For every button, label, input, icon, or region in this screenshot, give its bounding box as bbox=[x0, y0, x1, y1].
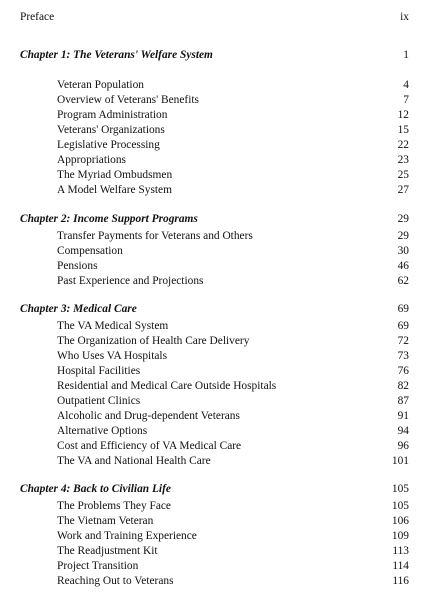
toc-entry bbox=[0, 78, 438, 93]
toc-preface-page: ix bbox=[400, 11, 409, 23]
toc-preface-row bbox=[0, 10, 438, 25]
toc-entry-title: Cost and Efficiency of VA Medical Care bbox=[57, 440, 242, 452]
toc-entry-title: Project Transition bbox=[57, 560, 139, 572]
toc-entry bbox=[0, 514, 438, 529]
toc-entry-page: 114 bbox=[392, 560, 409, 572]
toc-entry-page: 73 bbox=[397, 350, 409, 362]
toc-entry bbox=[0, 364, 438, 379]
toc-chapter-1-heading bbox=[0, 48, 438, 63]
toc-entry-title: Program Administration bbox=[57, 109, 168, 121]
toc-entry bbox=[0, 529, 438, 544]
toc-entry-title: Overview of Veterans' Benefits bbox=[57, 94, 199, 106]
toc-entry-page: 82 bbox=[397, 380, 409, 392]
toc-entry-page: 109 bbox=[391, 530, 409, 542]
toc-entry bbox=[0, 274, 438, 289]
toc-entry-title: The Organization of Health Care Delivery bbox=[57, 335, 250, 347]
toc-entry-page: 116 bbox=[392, 575, 409, 587]
toc-entry-title: Reaching Out to Veterans bbox=[57, 575, 174, 587]
toc-entry-title: Compensation bbox=[57, 245, 123, 257]
toc-entry-page: 96 bbox=[397, 440, 409, 452]
toc-entry-title: Residential and Medical Care Outside Hospitals bbox=[57, 380, 277, 392]
toc-entry bbox=[0, 499, 438, 514]
toc-entry bbox=[0, 153, 438, 168]
toc-entry-title: Transfer Payments for Veterans and Others bbox=[57, 230, 253, 242]
toc-entry-page: 30 bbox=[397, 245, 409, 257]
toc-entry-page: 12 bbox=[397, 109, 409, 121]
toc-entry bbox=[0, 259, 438, 274]
chapter-page: 29 bbox=[397, 213, 409, 225]
chapter-title: Chapter 4: Back to Civilian Life bbox=[20, 483, 171, 495]
toc-entry-title: Work and Training Experience bbox=[57, 530, 197, 542]
toc-entry-page: 106 bbox=[391, 515, 409, 527]
toc-entry-page: 23 bbox=[397, 154, 409, 166]
toc-entry bbox=[0, 138, 438, 153]
toc-entry bbox=[0, 409, 438, 424]
toc-entry bbox=[0, 559, 438, 574]
toc-entry bbox=[0, 544, 438, 559]
toc-entry-page: 22 bbox=[397, 139, 409, 151]
toc-entry-page: 15 bbox=[397, 124, 409, 136]
toc-entry bbox=[0, 183, 438, 198]
toc-entry-page: 113 bbox=[392, 545, 409, 557]
toc-entry-title: The Problems They Face bbox=[57, 500, 171, 512]
toc-entry-page: 7 bbox=[403, 94, 409, 106]
toc-entry-page: 29 bbox=[397, 230, 409, 242]
toc-entry-title: Alcoholic and Drug-dependent Veterans bbox=[57, 410, 240, 422]
chapter-title: Chapter 3: Medical Care bbox=[20, 303, 137, 315]
toc-entry-page: 105 bbox=[391, 500, 409, 512]
toc-entry-page: 94 bbox=[397, 425, 409, 437]
toc-entry-title: A Model Welfare System bbox=[57, 184, 172, 196]
toc-entry bbox=[0, 168, 438, 183]
toc-entry bbox=[0, 229, 438, 244]
toc-entry bbox=[0, 394, 438, 409]
toc-entry bbox=[0, 93, 438, 108]
toc-entry-title: Who Uses VA Hospitals bbox=[57, 350, 168, 362]
toc-entry-title: The VA and National Health Care bbox=[57, 455, 211, 467]
toc-chapter-3-heading bbox=[0, 302, 438, 317]
toc-entry bbox=[0, 334, 438, 349]
toc-entry bbox=[0, 379, 438, 394]
chapter-title: Chapter 2: Income Support Programs bbox=[20, 213, 198, 225]
toc-entry-page: 69 bbox=[397, 320, 409, 332]
toc-entry-title: Veterans' Organizations bbox=[57, 124, 165, 136]
toc-entry bbox=[0, 244, 438, 259]
toc-entry-title: The VA Medical System bbox=[57, 320, 169, 332]
toc-entry-title: Legislative Processing bbox=[57, 139, 160, 151]
toc-entry-title: The Vietnam Veteran bbox=[57, 515, 154, 527]
toc-entry-page: 27 bbox=[397, 184, 409, 196]
toc-entry bbox=[0, 454, 438, 469]
toc-entry-page: 101 bbox=[391, 455, 409, 467]
toc-entry bbox=[0, 123, 438, 138]
toc-entry-title: Veteran Population bbox=[57, 79, 144, 91]
toc-entry-page: 62 bbox=[397, 275, 409, 287]
toc-entry-title: Past Experience and Projections bbox=[57, 275, 204, 287]
toc-entry bbox=[0, 439, 438, 454]
toc-entry-title: The Readjustment Kit bbox=[57, 545, 158, 557]
toc-entry-title: Outpatient Clinics bbox=[57, 395, 141, 407]
toc-entry-title: Appropriations bbox=[57, 154, 126, 166]
chapter-title: Chapter 1: The Veterans' Welfare System bbox=[20, 49, 213, 61]
toc-entry-page: 87 bbox=[397, 395, 409, 407]
toc-chapter-4-heading bbox=[0, 482, 438, 497]
toc-entry-page: 25 bbox=[397, 169, 409, 181]
toc-entry-page: 76 bbox=[397, 365, 409, 377]
chapter-page: 69 bbox=[397, 303, 409, 315]
toc-entry-page: 72 bbox=[397, 335, 409, 347]
chapter-page: 105 bbox=[391, 483, 409, 495]
toc-preface-title: Preface bbox=[20, 11, 55, 23]
toc-entry-title: Hospital Facilities bbox=[57, 365, 141, 377]
toc-entry bbox=[0, 574, 438, 589]
toc-entry-title: Pensions bbox=[57, 260, 98, 272]
chapter-page: 1 bbox=[403, 49, 409, 61]
toc-entry-page: 46 bbox=[397, 260, 409, 272]
toc-entry-page: 91 bbox=[397, 410, 409, 422]
toc-entry-title: Alternative Options bbox=[57, 425, 148, 437]
toc-entry-page: 4 bbox=[403, 79, 409, 91]
toc-chapter-2-heading bbox=[0, 212, 438, 227]
toc-entry bbox=[0, 108, 438, 123]
toc-entry-title: The Myriad Ombudsmen bbox=[57, 169, 173, 181]
toc-entry bbox=[0, 349, 438, 364]
toc-entry bbox=[0, 319, 438, 334]
toc-entry bbox=[0, 424, 438, 439]
